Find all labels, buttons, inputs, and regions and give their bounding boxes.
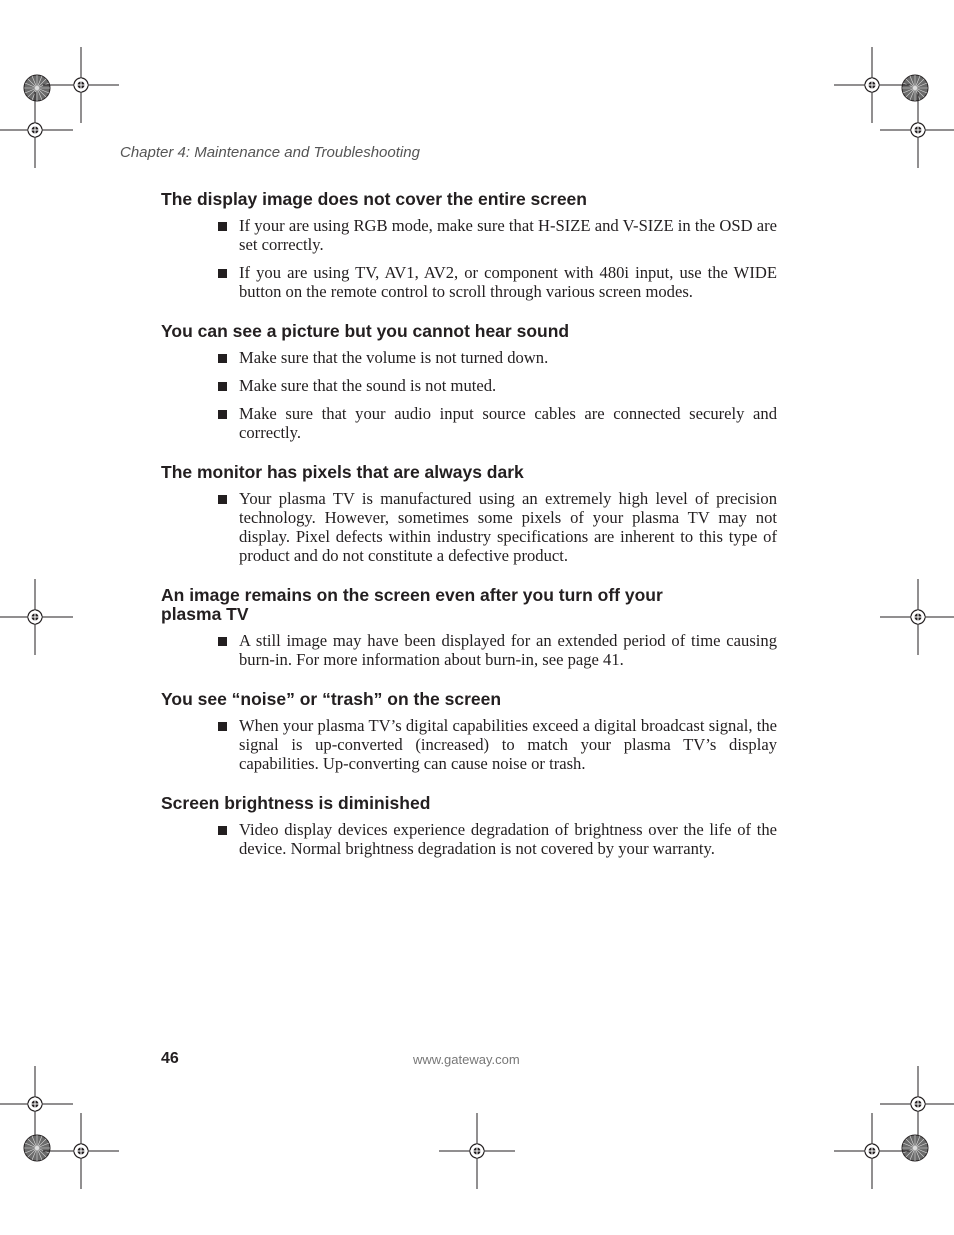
footer-url[interactable]: www.gateway.com — [413, 1052, 520, 1067]
section-heading: You see “noise” or “trash” on the screen — [161, 689, 502, 709]
bullet-list — [161, 489, 791, 565]
square-bullet-icon — [218, 826, 227, 835]
bullet-text: If you are using TV, AV1, AV2, or component with 480i input, use the WIDE button on the remote control to scroll through various screen modes. — [239, 263, 777, 301]
square-bullet-icon — [218, 410, 227, 419]
section-brightness — [161, 794, 791, 858]
section-heading: You can see a picture but you cannot hear sound — [161, 321, 570, 341]
square-bullet-icon — [218, 222, 227, 231]
list-item — [161, 820, 777, 858]
section-no-sound — [161, 322, 791, 442]
list-item — [161, 348, 777, 367]
list-item — [161, 489, 777, 565]
bullet-list — [161, 716, 791, 773]
section-heading: The monitor has pixels that are always dark — [161, 462, 524, 482]
list-item — [161, 216, 777, 254]
square-bullet-icon — [218, 637, 227, 646]
bullet-text: Make sure that your audio input source cables are connected securely and correctly. — [239, 404, 777, 442]
bullet-text: When your plasma TV’s digital capabilities exceed a digital broadcast signal, the signal is up-converted (increased) to match your plasma TV’s display capabilities. Up-converting can cause noise or trash. — [239, 716, 777, 773]
square-bullet-icon — [218, 269, 227, 278]
square-bullet-icon — [218, 722, 227, 731]
bullet-text: Make sure that the sound is not muted. — [239, 376, 497, 395]
bullet-text: Video display devices experience degradation of brightness over the life of the device. Normal brightness degradation is not covered by your warranty. — [239, 820, 777, 858]
square-bullet-icon — [218, 382, 227, 391]
bullet-list — [161, 631, 791, 669]
bullet-text: Your plasma TV is manufactured using an extremely high level of precision technology. However, sometimes some pixels of your plasma TV may not display. Pixel defects within industry specifications are inherent to this type of product and do not constitute a defective product. — [239, 489, 777, 565]
section-heading: Screen brightness is diminished — [161, 793, 431, 813]
running-head: Chapter 4: Maintenance and Troubleshooting — [120, 144, 420, 161]
section-noise-trash — [161, 690, 791, 773]
page-number: 46 — [161, 1050, 179, 1067]
list-item — [161, 263, 777, 301]
list-item — [161, 716, 777, 773]
list-item — [161, 376, 777, 395]
bullet-list — [161, 348, 791, 442]
section-heading: An image remains on the screen even after you turn off your plasma TV — [161, 585, 663, 624]
bullet-text: Make sure that the volume is not turned down. — [239, 348, 549, 367]
section-dark-pixels — [161, 463, 791, 565]
page-content — [161, 190, 791, 879]
square-bullet-icon — [218, 354, 227, 363]
section-heading: The display image does not cover the entire screen — [161, 189, 587, 209]
bullet-text: If your are using RGB mode, make sure that H-SIZE and V-SIZE in the OSD are set correctly. — [239, 216, 777, 254]
list-item — [161, 631, 777, 669]
bullet-list — [161, 216, 791, 301]
bullet-list — [161, 820, 791, 858]
list-item — [161, 404, 777, 442]
square-bullet-icon — [218, 495, 227, 504]
section-image-remains — [161, 586, 791, 669]
bullet-text: A still image may have been displayed for an extended period of time causing burn-in. For more information about burn-in, see page 41. — [239, 631, 777, 669]
section-display-image — [161, 190, 791, 301]
